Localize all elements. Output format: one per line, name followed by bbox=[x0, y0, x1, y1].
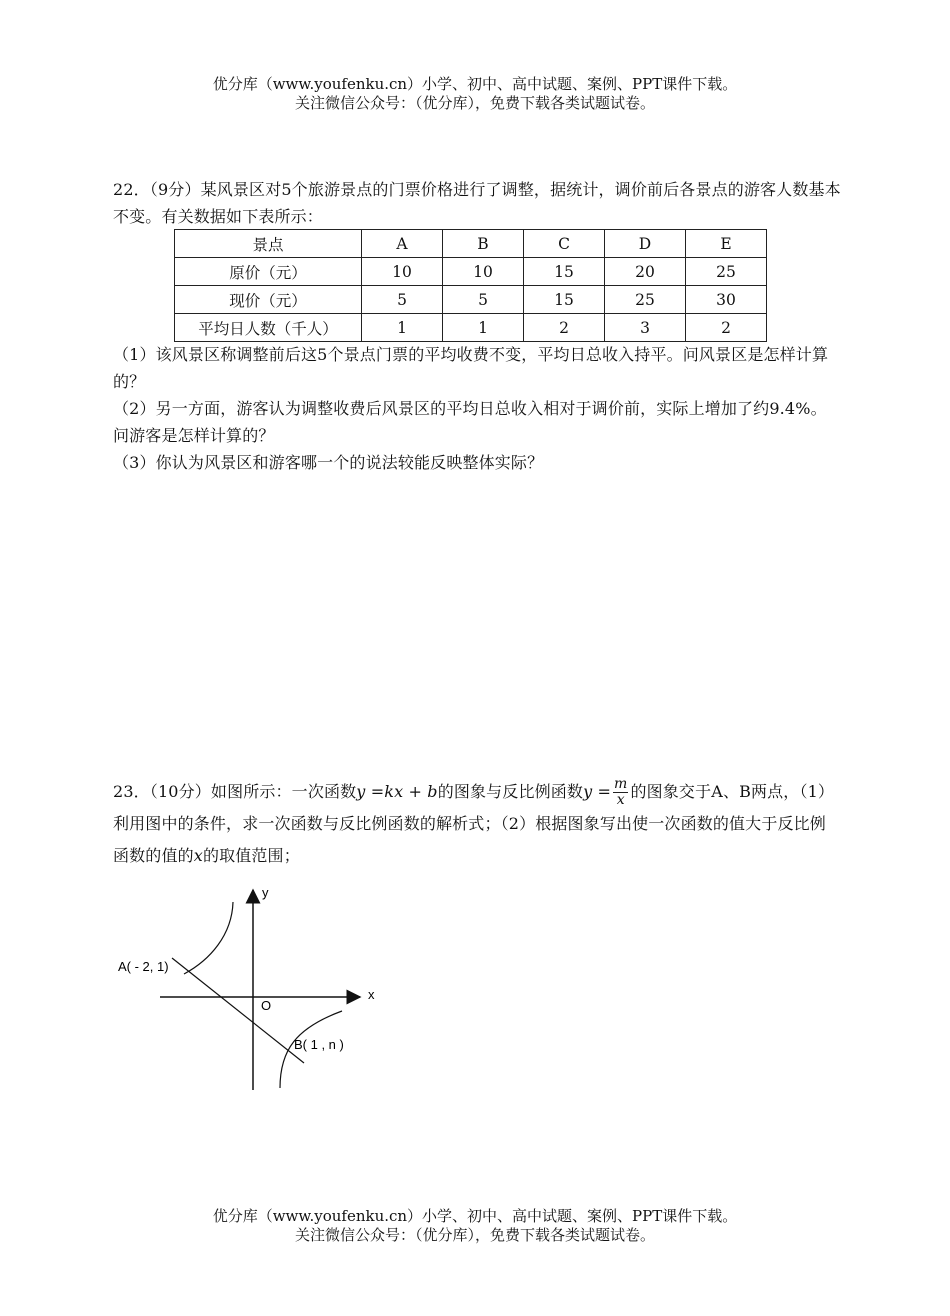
table-row bbox=[175, 314, 767, 342]
variable-x: x bbox=[193, 846, 203, 865]
table-cell: 现价（元） bbox=[175, 286, 362, 314]
fraction-numerator: m bbox=[614, 776, 628, 792]
page-footer bbox=[0, 1207, 950, 1245]
q23-text-end: 的取值范围； bbox=[202, 846, 300, 865]
function-graph bbox=[110, 880, 390, 1100]
table-cell: 原价（元） bbox=[175, 258, 362, 286]
table-cell: 1 bbox=[443, 314, 524, 342]
inverse-fraction bbox=[613, 777, 628, 808]
table-row bbox=[175, 286, 767, 314]
table-cell: 2 bbox=[524, 314, 605, 342]
q22-intro bbox=[113, 176, 841, 230]
table-header-cell: C bbox=[524, 230, 605, 258]
inverse-lhs: y = bbox=[583, 782, 612, 801]
q22-part-2: （2）另一方面，游客认为调整收费后风景区的平均日总收入相对于调价前，实际上增加了约9.4%。问游客是怎样计算的？ bbox=[113, 399, 827, 445]
x-axis-label: x bbox=[368, 987, 375, 1002]
table-cell: 25 bbox=[605, 286, 686, 314]
q22-intro-text: 22．（9分）某风景区对5个旅游景点的门票价格进行了调整，据统计，调价前后各景点的游客人数基本不变。有关数据如下表所示： bbox=[113, 180, 841, 226]
header-line-1: 优分库（www.youfenku.cn）小学、初中、高中试题、案例、PPT课件下载。 bbox=[212, 75, 738, 93]
q23-text bbox=[113, 776, 841, 872]
hyperbola-branch-upper-left bbox=[184, 902, 233, 974]
fraction-denominator: x bbox=[616, 792, 625, 808]
q22-table bbox=[174, 229, 767, 342]
table-cell: 5 bbox=[362, 286, 443, 314]
table-cell: 10 bbox=[443, 258, 524, 286]
table-header-cell: D bbox=[605, 230, 686, 258]
page-header bbox=[0, 75, 950, 113]
y-axis-label: y bbox=[262, 885, 269, 900]
table-cell: 5 bbox=[443, 286, 524, 314]
footer-line-1: 优分库（www.youfenku.cn）小学、初中、高中试题、案例、PPT课件下载。 bbox=[212, 1207, 738, 1225]
table-cell: 平均日人数（千人） bbox=[175, 314, 362, 342]
point-a-label: A( - 2, 1) bbox=[118, 959, 169, 974]
table-header-cell: 景点 bbox=[175, 230, 362, 258]
q22-questions bbox=[113, 341, 841, 476]
q23-text-after: 的图象交于A、B两点，（1）利用图中的条件，求一次函数与反比例函数的解析式；（2）根据图象写出使一次函数的值大于反比例函数的值的 bbox=[113, 782, 835, 865]
header-line-2: 关注微信公众号：（优分库），免费下载各类试题试卷。 bbox=[294, 94, 655, 112]
table-cell: 20 bbox=[605, 258, 686, 286]
table-header-cell: E bbox=[686, 230, 767, 258]
table-cell: 25 bbox=[686, 258, 767, 286]
footer-line-2: 关注微信公众号：（优分库），免费下载各类试题试卷。 bbox=[294, 1226, 655, 1244]
table-header-cell: A bbox=[362, 230, 443, 258]
table-header-cell: B bbox=[443, 230, 524, 258]
linear-function-line bbox=[172, 958, 304, 1063]
q23-text-before: 23．（10分）如图所示：一次函数 bbox=[113, 782, 357, 801]
linear-formula: y =kx + b bbox=[356, 782, 438, 801]
table-cell: 15 bbox=[524, 258, 605, 286]
table-cell: 30 bbox=[686, 286, 767, 314]
q23-text-middle: 的图象与反比例函数 bbox=[437, 782, 584, 801]
table-cell: 15 bbox=[524, 286, 605, 314]
table-row bbox=[175, 258, 767, 286]
table-header-row bbox=[175, 230, 767, 258]
table-cell: 3 bbox=[605, 314, 686, 342]
table-cell: 1 bbox=[362, 314, 443, 342]
q23-paragraph bbox=[113, 776, 841, 872]
origin-label: O bbox=[261, 998, 272, 1013]
point-b-label: B( 1 , n ) bbox=[294, 1037, 344, 1052]
table-cell: 2 bbox=[686, 314, 767, 342]
q22-part-3: （3）你认为风景区和游客哪一个的说法较能反映整体实际？ bbox=[113, 453, 544, 472]
q22-part-1: （1）该风景区称调整前后这5个景点门票的平均收费不变，平均日总收入持平。问风景区是怎样计算的？ bbox=[113, 345, 829, 391]
table-cell: 10 bbox=[362, 258, 443, 286]
